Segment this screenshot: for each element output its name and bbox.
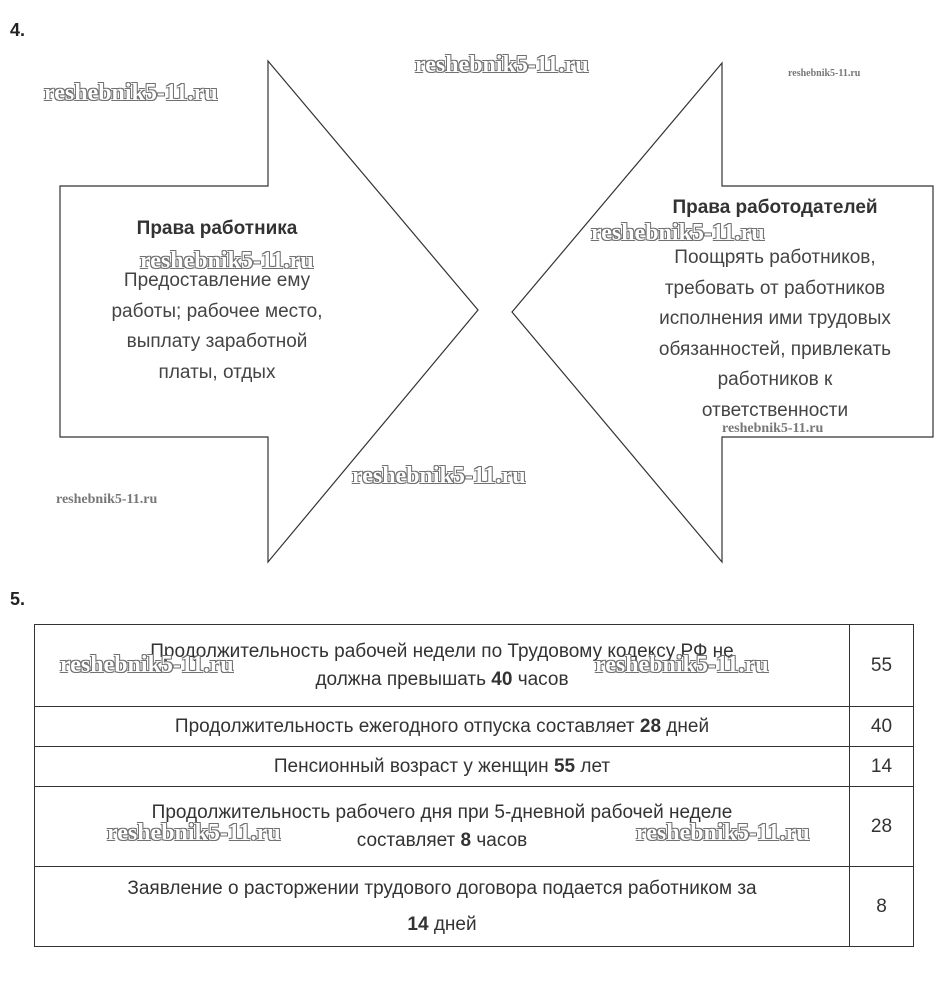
watermark: reshebnik5-11.ru bbox=[44, 80, 218, 106]
statement-text: Пенсионный возраст у женщин bbox=[273, 755, 554, 777]
statement-number: 28 bbox=[639, 715, 662, 737]
statement-line bbox=[41, 666, 843, 694]
statement-text: дней bbox=[661, 715, 710, 737]
left-arrow-text bbox=[72, 266, 362, 388]
watermark: reshebnik5-11.ru bbox=[107, 820, 281, 846]
statement-line bbox=[41, 753, 843, 781]
statement-cell bbox=[35, 747, 850, 787]
statement-text: лет bbox=[575, 755, 611, 777]
value-cell: 8 bbox=[850, 867, 914, 947]
right-arrow-line: требовать от работников bbox=[664, 277, 886, 299]
right-arrow-line: Поощрять работников, bbox=[674, 247, 876, 268]
statement-line: Продолжительность рабочего дня при 5-дневной рабочей неделе bbox=[151, 801, 733, 823]
statement-text: дней bbox=[428, 913, 477, 935]
statement-line: Продолжительность рабочей недели по Трудовому кодексу РФ не bbox=[150, 640, 734, 662]
right-arrow-text bbox=[620, 243, 930, 426]
table-row bbox=[35, 747, 914, 787]
watermark: reshebnik5-11.ru bbox=[56, 492, 158, 507]
value-cell: 14 bbox=[850, 747, 914, 787]
statement-text: часов bbox=[471, 829, 528, 851]
watermark: reshebnik5-11.ru bbox=[591, 220, 765, 246]
watermark: reshebnik5-11.ru bbox=[60, 652, 234, 678]
statement-cell bbox=[35, 707, 850, 747]
watermark: reshebnik5-11.ru bbox=[352, 463, 526, 489]
right-arrow-line: обязанностей, привлекать bbox=[658, 338, 892, 360]
left-arrow-line: Предоставление ему bbox=[123, 270, 311, 291]
statement-line bbox=[41, 907, 843, 943]
statement-text: Продолжительность ежегодного отпуска составляет bbox=[174, 715, 640, 737]
statement-text: составляет bbox=[356, 829, 461, 851]
statement-number: 40 bbox=[491, 668, 513, 690]
left-arrow-line: платы, отдых bbox=[158, 361, 276, 383]
section-4-number: 4. bbox=[10, 20, 26, 40]
watermark: reshebnik5-11.ru bbox=[595, 652, 769, 678]
statement-number: 55 bbox=[553, 755, 576, 777]
facts-table bbox=[34, 624, 914, 947]
statement-line: Заявление о расторжении трудового договора подается работником за bbox=[127, 877, 757, 899]
statement-text: должна превышать bbox=[315, 668, 492, 690]
left-arrow-line: работы; рабочее место, bbox=[111, 300, 323, 322]
table-row bbox=[35, 707, 914, 747]
right-arrow-line: работников к bbox=[717, 369, 833, 390]
statement-line bbox=[41, 713, 843, 741]
left-arrow-line: выплату заработной bbox=[126, 331, 308, 352]
statement-cell bbox=[35, 867, 850, 947]
table-row bbox=[35, 787, 914, 867]
left-arrow-title: Права работника bbox=[136, 218, 298, 239]
watermark: reshebnik5-11.ru bbox=[415, 52, 589, 78]
statement-line bbox=[41, 827, 843, 855]
value-cell: 28 bbox=[850, 787, 914, 867]
watermark: reshebnik5-11.ru bbox=[722, 421, 824, 436]
table-row bbox=[35, 867, 914, 947]
statement-cell bbox=[35, 787, 850, 867]
right-arrow-line: исполнения ими трудовых bbox=[659, 308, 891, 329]
statement-cell bbox=[35, 625, 850, 707]
statement-text: часов bbox=[512, 668, 569, 690]
right-arrow-line: ответственности bbox=[701, 399, 849, 421]
table-row bbox=[35, 625, 914, 707]
watermark: reshebnik5-11.ru bbox=[788, 68, 861, 79]
watermark: reshebnik5-11.ru bbox=[140, 248, 314, 274]
value-cell: 55 bbox=[850, 625, 914, 707]
value-cell: 40 bbox=[850, 707, 914, 747]
watermark: reshebnik5-11.ru bbox=[636, 820, 810, 846]
statement-number: 8 bbox=[460, 829, 472, 851]
statement-number: 14 bbox=[407, 913, 429, 935]
section-5-number: 5. bbox=[10, 589, 26, 609]
right-arrow-title: Права работодателей bbox=[672, 197, 878, 218]
